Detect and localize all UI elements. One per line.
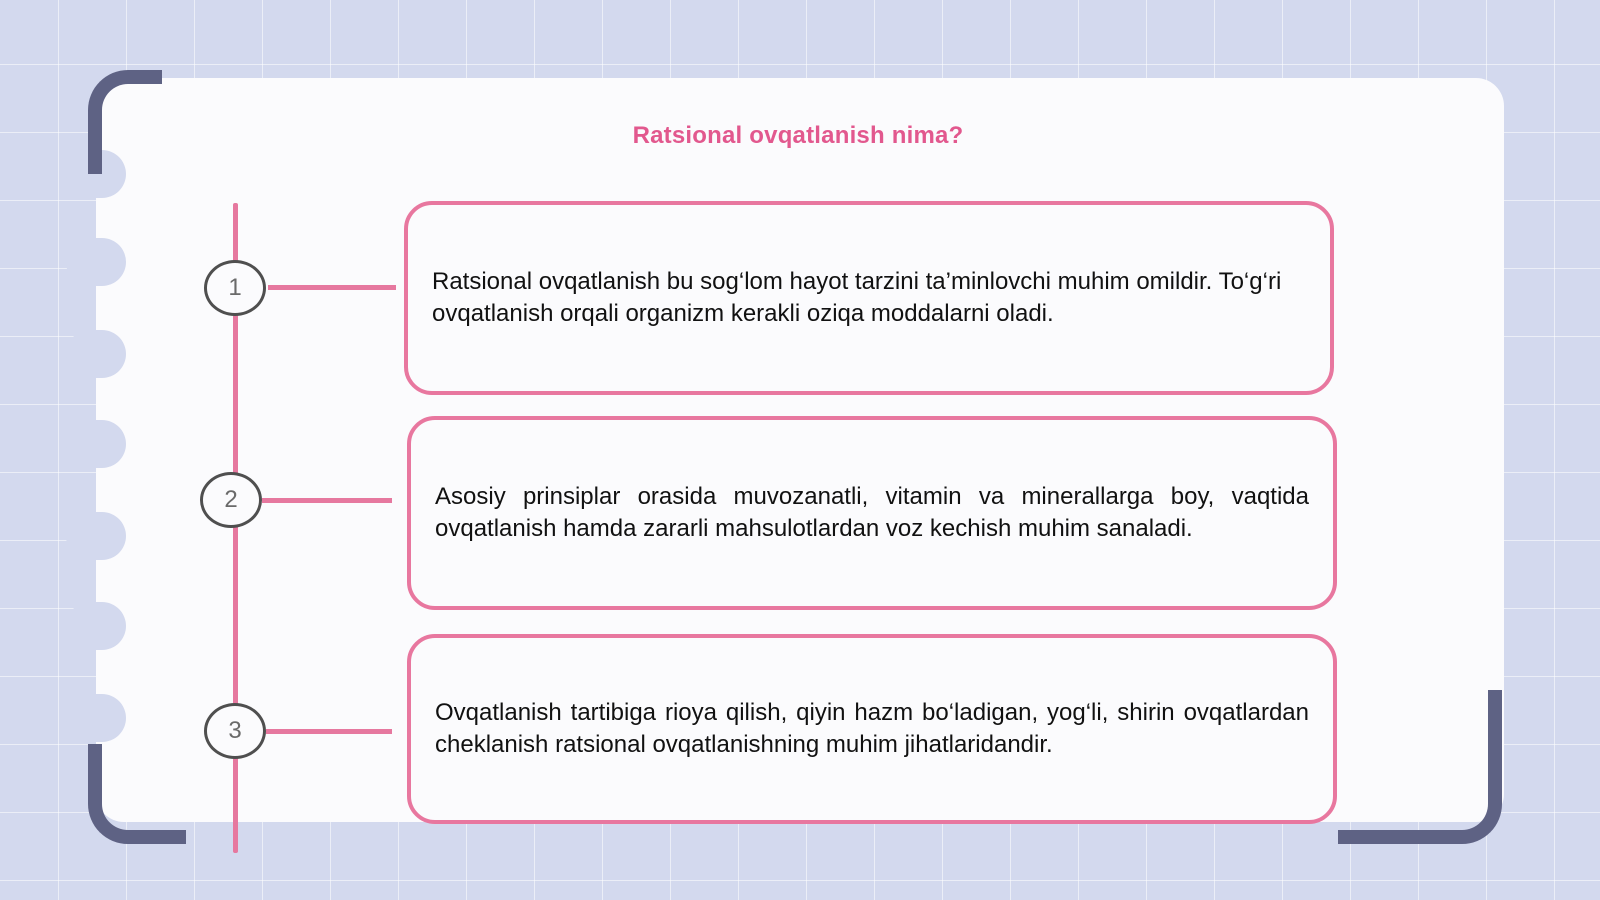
connector-line-1 (268, 285, 396, 290)
connector-line-2 (262, 498, 392, 503)
frame-corner-bottom-left (88, 744, 186, 844)
page-notch (66, 420, 126, 468)
page-notch (66, 330, 126, 378)
content-text-3: Ovqatlanish tartibiga rioya qilish, qiyin hazm bo‘ladigan, yog‘li, shirin ovqatlardan cheklanish ratsional ovqatlanishning muhim jihatlaridandir. (435, 699, 1309, 758)
content-text-2: Asosiy prinsiplar orasida muvozanatli, vitamin va minerallarga boy, vaqtida ovqatlanish hamda zararli mahsulotlardan voz kechish muhim sanaladi. (435, 483, 1309, 542)
content-box-1 (404, 201, 1334, 395)
connector-line-3 (266, 729, 392, 734)
slide-title: Ratsional ovqatlanish nima? (632, 122, 964, 149)
content-box-3 (407, 634, 1337, 824)
content-text-1: Ratsional ovqatlanish bu sog‘lom hayot tarzini ta’minlovchi muhim omildir. To‘g‘ri ovqatlanish orqali organizm kerakli oziqa moddalarni oladi. (432, 268, 1282, 327)
page-notch (66, 694, 126, 742)
frame-corner-bottom-right (1338, 690, 1502, 844)
step-number-1: 1 (204, 260, 266, 316)
page-notch (66, 238, 126, 286)
step-number-2: 2 (200, 472, 262, 528)
page-notch (66, 512, 126, 560)
content-box-2 (407, 416, 1337, 610)
step-number-3: 3 (204, 703, 266, 759)
page-notch (66, 602, 126, 650)
